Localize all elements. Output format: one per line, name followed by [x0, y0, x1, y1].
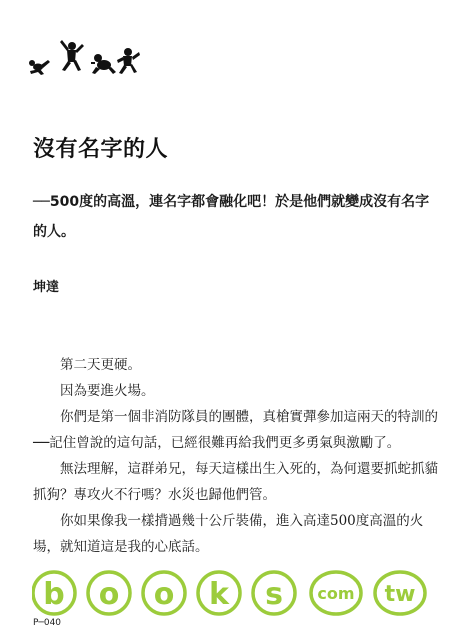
books-com-tw-watermark [32, 568, 432, 618]
figure-silhouette-3 [91, 54, 116, 74]
article-author: 坤達 [33, 280, 60, 295]
figure-silhouette-1 [29, 60, 50, 75]
article-subtitle: ──500度的高溫，連名字都會融化吧！於是他們就變成沒有名字的人。 [33, 194, 430, 240]
svg-text:s: s [265, 577, 283, 612]
body-paragraph: 無法理解，這群弟兄，每天這樣出生入死的，為何還要抓蛇抓貓抓狗？專攻火不行嗎？水災也歸他們管。 [33, 461, 438, 503]
jumping-figures-logo [28, 38, 140, 80]
article-body [33, 352, 445, 560]
body-paragraph: 你們是第一個非消防隊員的團體，真槍實彈參加這兩天的特訓的──記住曾說的這句話，已經很難再給我們更多勇氣與激勵了。 [33, 409, 438, 451]
body-paragraph: 因為要進火場。 [60, 383, 155, 399]
svg-text:com: com [317, 584, 355, 603]
body-paragraph: 第二天更硬。 [60, 357, 141, 373]
svg-text:b: b [43, 577, 65, 612]
figure-silhouette-2 [60, 40, 84, 71]
body-paragraph: 你如果像我一樣揹過幾十公斤裝備，進入高達500度高溫的火場，就知道這是我的心底話。 [33, 513, 424, 555]
svg-text:o: o [153, 577, 175, 612]
svg-text:k: k [209, 577, 229, 612]
page-number: P─040 [33, 618, 62, 628]
svg-text:o: o [98, 577, 120, 612]
svg-text:tw: tw [384, 582, 416, 607]
figure-silhouette-4 [117, 48, 140, 74]
article-title: 沒有名字的人 [33, 137, 169, 162]
